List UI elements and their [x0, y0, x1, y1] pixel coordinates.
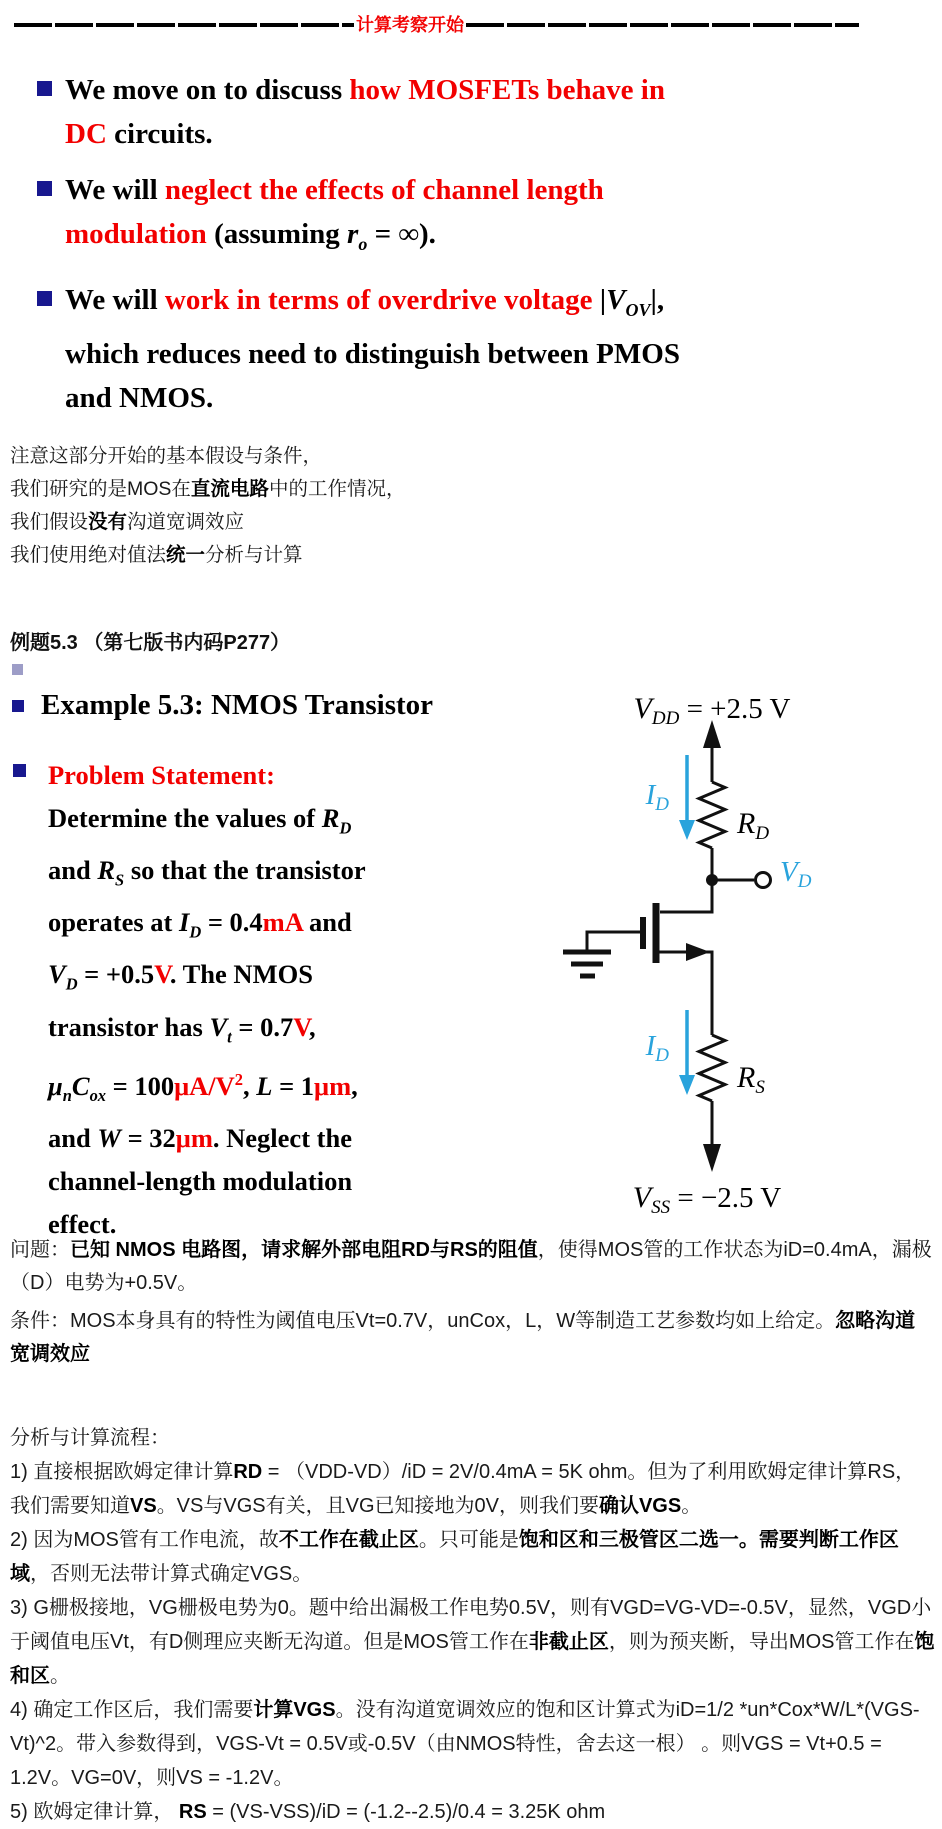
problem-cn-conditions	[10, 1305, 935, 1371]
id-arrowhead-top-icon	[679, 820, 695, 840]
text-segment: 。VS与VGS有关，且VG已知接地为0V，则我们要	[156, 1494, 599, 1517]
text-segment: so that the transistor	[124, 854, 366, 885]
text-segment: 2) 因为MOS管有工作电流，故	[10, 1528, 279, 1551]
example-heading-text: Example 5.3: NMOS Transistor	[41, 688, 434, 721]
text-segment: We will	[65, 283, 165, 316]
intro-bullet-list	[0, 68, 942, 420]
vd-terminal-circle	[756, 872, 771, 887]
text-segment: μm	[175, 1123, 213, 1154]
divider-label: 计算考察开始	[356, 15, 464, 35]
vdd-label: $V_{DD} = +2.5$ V	[633, 691, 791, 729]
text-segment: μm	[314, 1070, 352, 1101]
text-segment: . Neglect the	[212, 1123, 352, 1154]
text-segment: operates at	[48, 907, 179, 938]
text-segment: 5) 欧姆定律计算，	[10, 1800, 179, 1823]
intro-bullet-1	[0, 68, 820, 156]
problem-cn-block	[10, 1234, 935, 1371]
vd-label: $V_D$	[780, 855, 812, 892]
text-segment: V	[48, 959, 66, 990]
text-segment: 2	[234, 1070, 243, 1090]
square-bullet-icon	[12, 700, 24, 712]
text-segment: how MOSFETs behave in	[349, 74, 665, 106]
text-segment: 我们假设	[10, 510, 89, 533]
text-segment: 我们使用绝对值法	[10, 543, 167, 566]
divider-line-right	[466, 23, 859, 27]
intro-bullet-3	[0, 278, 820, 420]
text-segment: effect.	[48, 1209, 117, 1240]
text-segment: and	[302, 907, 352, 938]
text-segment: ，否则无法带计算式确定VGS。	[30, 1562, 313, 1585]
text-segment: = 0.7	[231, 1011, 294, 1042]
black-arrowheads	[686, 720, 721, 1172]
text-segment: t	[227, 1027, 232, 1047]
text-segment: V	[154, 959, 170, 990]
text-segment: work in terms of overdrive voltage	[164, 283, 593, 316]
text-segment: = 100	[106, 1070, 175, 1101]
text-segment: 没有	[88, 510, 128, 533]
text-segment: mA	[262, 907, 303, 938]
text-segment: modulation	[65, 218, 207, 250]
text-segment: 饱和区	[10, 1630, 935, 1687]
text-segment: 问题：	[10, 1238, 70, 1261]
analysis-step-5	[10, 1795, 935, 1829]
ground-icon	[563, 952, 611, 976]
analysis-step-3	[10, 1591, 935, 1693]
text-segment: o	[358, 233, 368, 254]
resistor-rd	[699, 782, 725, 848]
text-segment: D	[339, 817, 352, 837]
small-square-bullet-icon	[12, 664, 23, 675]
intro-bullet-1-text	[65, 74, 665, 150]
source-arrow-icon	[686, 943, 710, 961]
id-arrowhead-bottom-icon	[679, 1075, 695, 1095]
text-segment: . The NMOS	[169, 959, 313, 990]
text-segment: C	[71, 1070, 90, 1101]
nmos-circuit-diagram	[555, 670, 890, 1220]
text-segment: 。没有沟道宽调效应的饱和区计算式为iD=1/2 *un*Cox*W/L*(VGS-Vt)^2。带入参数得到，VGS-Vt = 0.5V或-0.5V（由NMOS特性，舍去这一根） 。则VGS = Vt+0.5 = 1.2V。VG=0V，则VS = -1.2V。	[10, 1698, 920, 1789]
text-segment: |	[592, 283, 607, 316]
text-segment: = （VDD-VD）/iD = 2V/0.4mA = 5K ohm。但为了利用欧姆定律计算RS，我们需要知道	[10, 1460, 916, 1517]
text-segment: which reduces need to distinguish between PMOS	[65, 337, 680, 370]
text-segment: circuits.	[106, 118, 213, 150]
text-segment: W	[97, 1123, 121, 1154]
text-segment: I	[179, 907, 190, 938]
assumption-notes	[10, 440, 942, 572]
text-segment: 条件：MOS本身具有的特性为阈值电压Vt=0.7V，unCox，L，W等制造工艺参数均如上给定。	[10, 1309, 836, 1332]
text-segment: = 1	[272, 1070, 315, 1101]
note-line	[10, 539, 942, 572]
text-segment: = ∞).	[367, 218, 436, 250]
example-section	[10, 630, 942, 1240]
id-label-top: $I_D$	[645, 778, 669, 815]
wire-gate-to-ground	[587, 932, 640, 950]
text-segment: r	[347, 218, 359, 250]
text-segment: n	[62, 1086, 72, 1106]
text-segment: L	[256, 1070, 273, 1101]
text-segment: μA/V	[174, 1070, 235, 1101]
text-segment: 饱和区和三极管区二选一。需要判断工作区域	[10, 1528, 899, 1585]
node-dot	[706, 874, 718, 886]
text-segment: RD	[233, 1460, 263, 1483]
text-segment: VS	[130, 1494, 157, 1517]
text-segment: and	[48, 1123, 98, 1154]
text-segment: S	[115, 870, 125, 890]
text-segment: 已知 NMOS 电路图，请求解外部电阻RD与RS的阻值	[70, 1238, 538, 1261]
text-segment: 直流电路	[190, 477, 269, 500]
square-bullet-icon	[37, 81, 52, 96]
text-segment: D	[189, 922, 202, 942]
text-segment: ，使得MOS管的工作状态为iD=0.4mA，漏极（D）电势为+0.5V。	[10, 1238, 932, 1294]
problem-statement-label: Problem Statement:	[48, 759, 275, 790]
text-segment: We move on to discuss	[65, 74, 350, 106]
text-segment: ,	[351, 1070, 358, 1101]
example-cn-heading: 例题5.3 （第七版书内码P277）	[10, 631, 291, 654]
square-bullet-icon	[13, 764, 26, 777]
document-page	[0, 14, 942, 1823]
text-segment: R	[321, 802, 340, 833]
text-segment: transistor has	[48, 1011, 210, 1042]
text-segment: V	[209, 1011, 228, 1042]
intro-bullet-3-text	[65, 284, 680, 414]
text-segment: |,	[650, 283, 665, 316]
wire-drain	[660, 880, 712, 912]
text-segment: channel-length modulation	[48, 1166, 353, 1197]
text-segment: DC	[65, 118, 107, 150]
text-segment: and NMOS.	[65, 381, 214, 414]
text-segment: RS	[178, 1800, 207, 1823]
text-segment: 。	[50, 1664, 70, 1687]
intro-bullet-2	[0, 168, 820, 266]
text-segment: OV	[625, 299, 651, 320]
text-segment: ,	[243, 1070, 257, 1101]
note-line	[10, 506, 942, 539]
circuit-labels	[633, 692, 812, 1218]
text-segment: ox	[89, 1086, 106, 1106]
text-segment: = +0.5	[77, 959, 155, 990]
text-segment: R	[97, 854, 116, 885]
text-segment: 我们研究的是MOS在	[10, 477, 191, 500]
note-line	[10, 440, 942, 473]
text-segment: 忽略沟道宽调效应	[10, 1309, 916, 1365]
analysis-step-2	[10, 1523, 935, 1591]
text-segment: 注意这部分开始的基本假设与条件，	[10, 444, 323, 467]
text-segment: V	[606, 283, 626, 316]
rd-label: $R_D$	[737, 806, 770, 844]
section-divider	[14, 14, 859, 36]
text-segment: 。	[681, 1494, 702, 1517]
square-bullet-icon	[37, 181, 52, 196]
text-segment: Determine the values of	[48, 802, 322, 833]
note-line	[10, 473, 942, 506]
text-segment: 确认VGS	[598, 1494, 682, 1517]
text-segment: 计算VGS	[253, 1698, 336, 1721]
intro-bullet-2-text	[65, 174, 604, 254]
text-segment: and	[48, 854, 98, 885]
text-segment: neglect the effects of channel length	[164, 174, 604, 206]
text-segment: ,	[308, 1011, 316, 1042]
id-label-bottom: $I_D$	[645, 1029, 669, 1066]
text-segment: ，则为预夹断，导出MOS管工作在	[608, 1630, 915, 1653]
problem-statement-text	[48, 797, 460, 1247]
resistor-rs	[699, 1035, 725, 1101]
text-segment: 沟道宽调效应	[127, 510, 245, 533]
text-segment: 分析与计算	[205, 543, 303, 566]
problem-statement-block	[10, 754, 460, 1247]
analysis-title: 分析与计算流程：	[10, 1426, 170, 1449]
text-segment: V	[293, 1011, 309, 1042]
text-segment: μ	[48, 1070, 63, 1101]
text-segment: = 32	[120, 1123, 176, 1154]
rs-label: $R_S$	[737, 1060, 765, 1098]
text-segment: D	[65, 974, 78, 994]
text-segment: 中的工作情况，	[268, 477, 406, 500]
analysis-block	[10, 1421, 935, 1829]
text-segment: 1) 直接根据欧姆定律计算	[10, 1460, 234, 1483]
analysis-step-4	[10, 1693, 935, 1795]
text-segment: = (VS-VSS)/iD = (-1.2--2.5)/0.4 = 3.25K ohm	[206, 1800, 606, 1823]
text-segment: 4) 确定工作区后，我们需要	[10, 1698, 254, 1721]
analysis-step-1	[10, 1455, 935, 1523]
text-segment: 。只可能是	[418, 1528, 519, 1551]
vss-arrow-icon	[703, 1144, 721, 1172]
text-segment: 统一	[166, 543, 206, 566]
text-segment: 不工作在截止区	[278, 1528, 419, 1551]
text-segment: We will	[65, 174, 165, 206]
text-segment: (assuming	[206, 218, 348, 250]
text-segment: = 0.4	[201, 907, 263, 938]
vss-label: $V_{SS} = -2.5$ V	[632, 1180, 782, 1218]
divider-line-left	[14, 23, 354, 27]
text-segment: 3) G栅极接地，VG栅极电势为0。题中给出漏极工作电势0.5V，则有VGD=VG-VD=-0.5V，显然，VGD小于阈值电压Vt，有D侧理应夹断无沟道。但是MOS管工作在	[10, 1596, 932, 1653]
text-segment: 非截止区	[528, 1630, 609, 1653]
square-bullet-icon	[37, 291, 52, 306]
